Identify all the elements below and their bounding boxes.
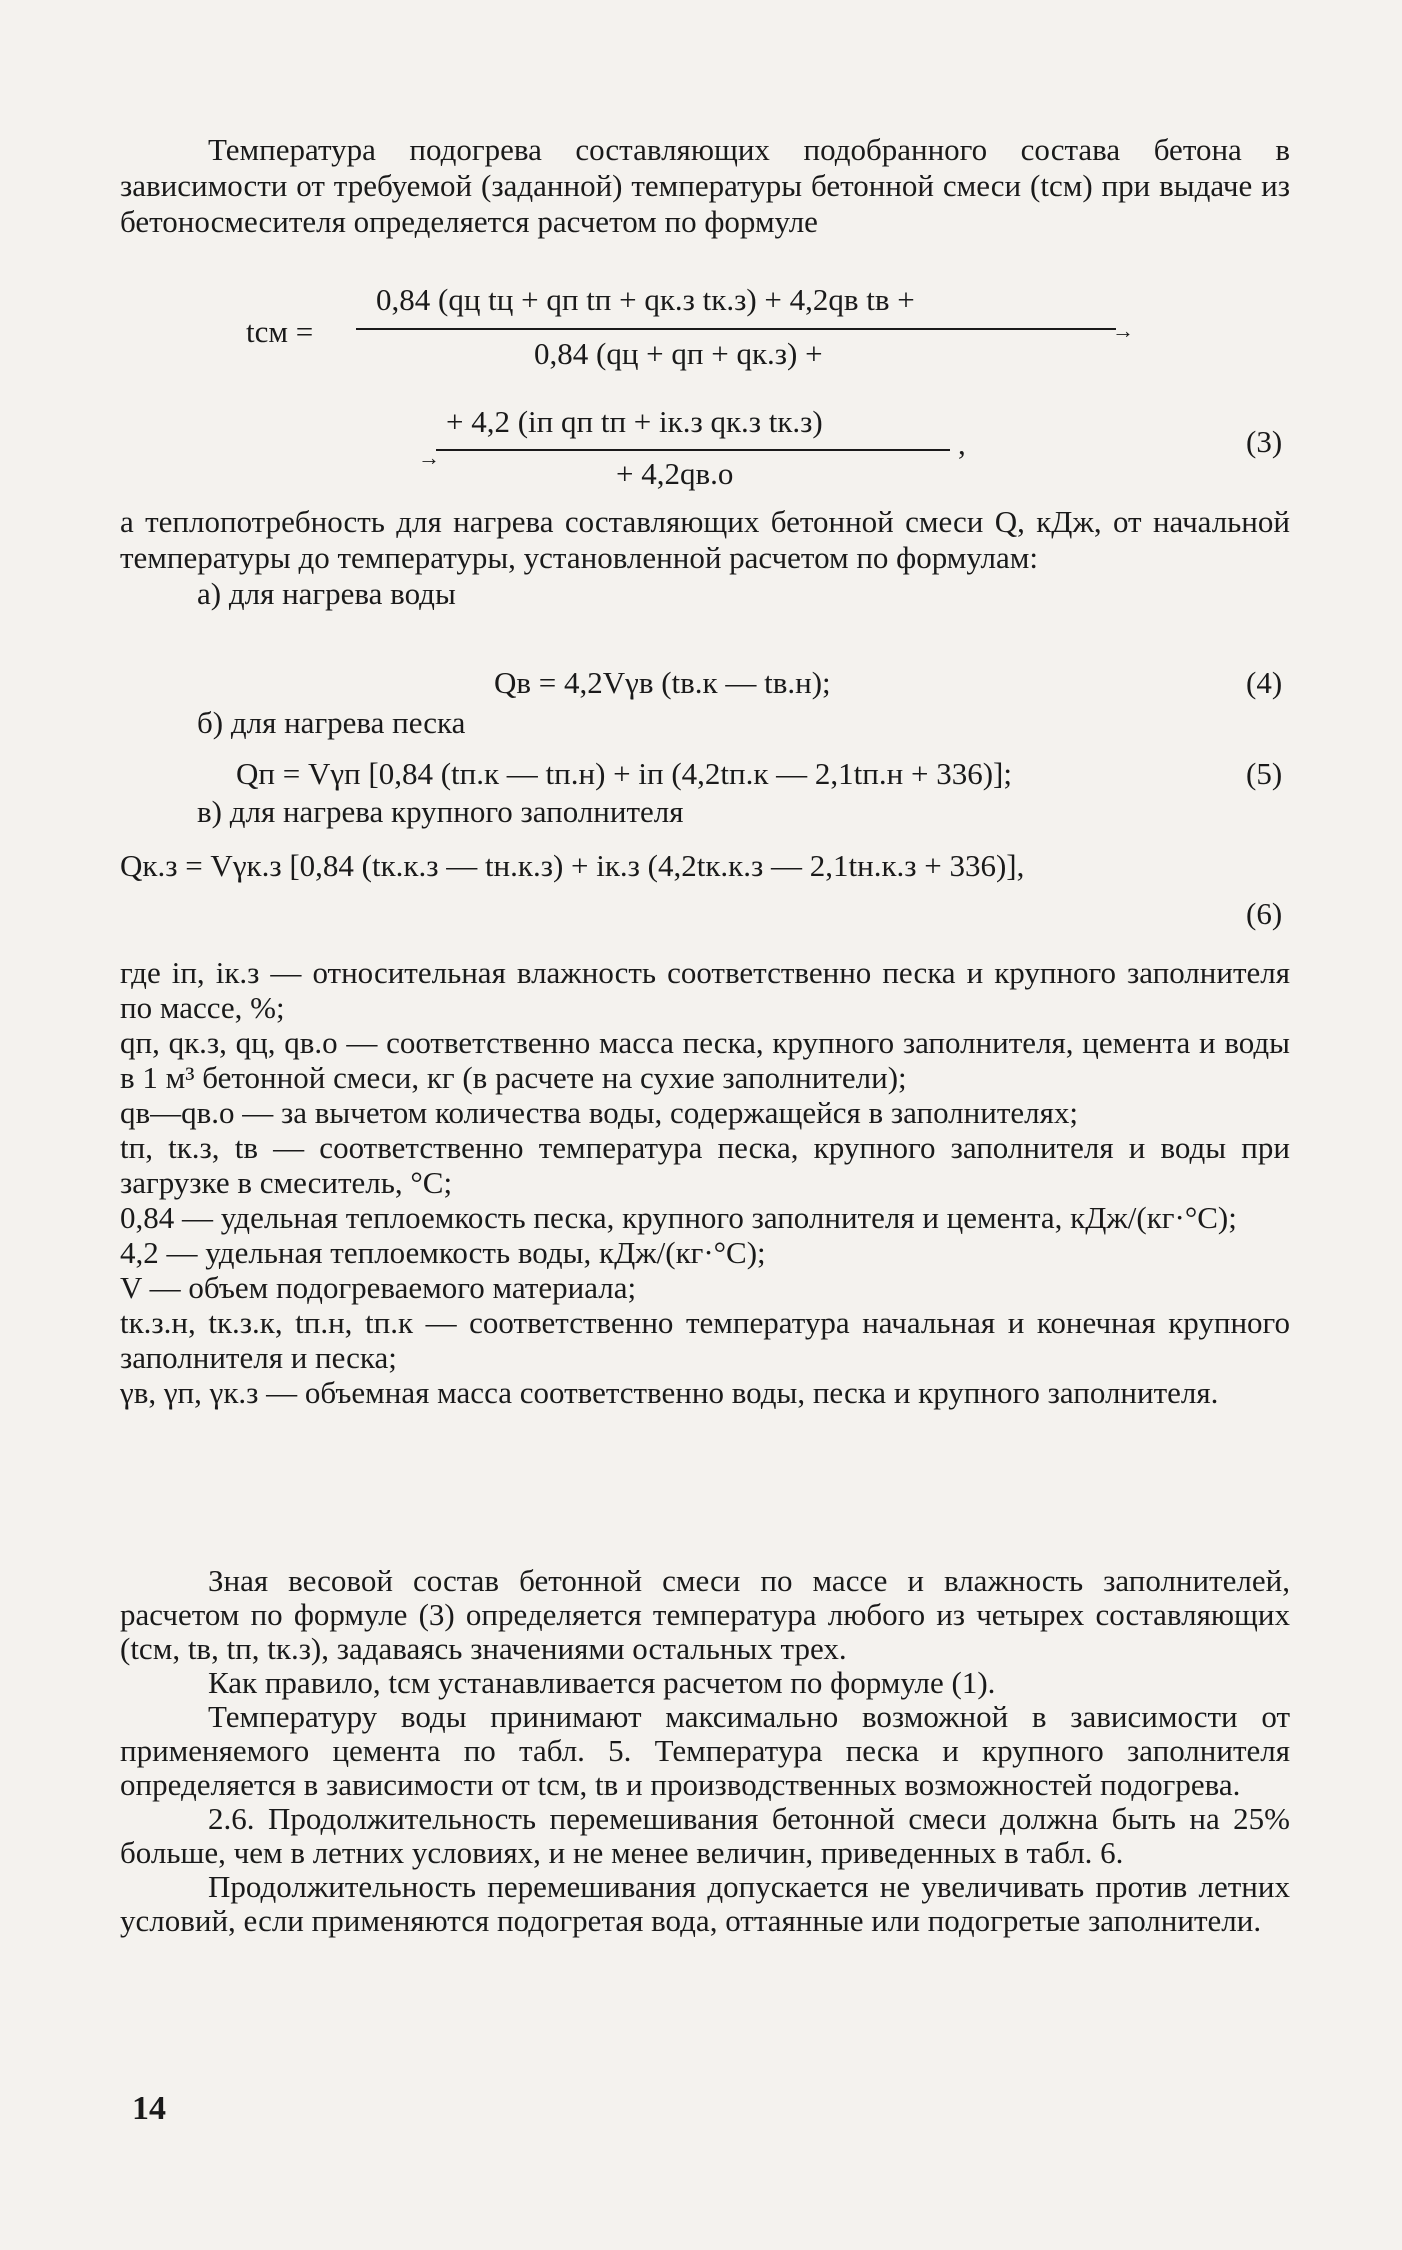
definition-item: tп, tк.з, tв — соответственно температура песка, крупного заполнителя и воды при загрузке в смеситель, °С; <box>120 1130 1290 1200</box>
paragraph-mixing-duration: Продолжительность перемешивания допускается не увеличивать против летних условий, если применяются подогретая вода, оттаянные или подогретые заполнители. <box>120 1869 1290 1938</box>
definition-item: tк.з.н, tк.з.к, tп.н, tп.к — соответственно температура начальная и конечная крупного заполнителя и песка; <box>120 1305 1290 1375</box>
paragraph-rule: Как правило, tсм устанавливается расчетом по формуле (1). <box>208 1665 996 1700</box>
formula-6: Qк.з = Vγк.з [0,84 (tк.к.з — tн.к.з) + iк.з (4,2tк.к.з — 2,1tн.к.з + 336)], <box>120 848 1025 883</box>
item-c: в) для нагрева крупного заполнителя <box>197 794 684 829</box>
paragraph-section-2-6: 2.6. Продолжительность перемешивания бетонной смеси должна быть на 25% больше, чем в летних условиях, и не менее величин, приведенных в табл. 6. <box>120 1801 1290 1870</box>
item-b-block <box>120 705 1290 741</box>
formula-3-denominator-1: 0,84 (qц + qп + qк.з) + <box>534 336 823 371</box>
item-c-block <box>120 794 1290 830</box>
definition-item: где iп, iк.з — относительная влажность соответственно песка и крупного заполнителя по массе, %; <box>120 955 1290 1025</box>
definitions-block <box>120 955 1290 1410</box>
definition-item: 0,84 — удельная теплоемкость песка, крупного заполнителя и цемента, кДж/(кг·°С); <box>120 1200 1237 1235</box>
fraction-bar-2 <box>436 449 950 451</box>
equation-number-6: (6) <box>1246 896 1283 931</box>
formula-3-comma: , <box>958 426 966 461</box>
heat-paragraph: а теплопотребность для нагрева составляющих бетонной смеси Q, кДж, от начальной температуры до температуры, установленной расчетом по формулам: <box>120 504 1290 575</box>
equation-number-5: (5) <box>1246 756 1283 791</box>
closing-block <box>120 1564 1290 1938</box>
continuation-arrow-1: → <box>1112 318 1134 343</box>
fraction-bar-1 <box>356 328 1116 330</box>
equation-number-3: (3) <box>1246 424 1283 459</box>
intro-block <box>120 132 1290 240</box>
definition-item: γв, γп, γк.з — объемная масса соответственно воды, песка и крупного заполнителя. <box>120 1375 1219 1410</box>
heat-block <box>120 504 1290 612</box>
formula-3-numerator-1: 0,84 (qц tц + qп tп + qк.з tк.з) + 4,2qв tв + <box>376 282 915 317</box>
definition-item: qп, qк.з, qц, qв.о — соответственно масса песка, крупного заполнителя, цемента и воды в 1 м³ бетонной смеси, кг (в расчете на сухие заполнители); <box>120 1025 1290 1095</box>
formula-3-denominator-2: + 4,2qв.о <box>616 456 734 491</box>
definition-item: V — объем подогреваемого материала; <box>120 1270 637 1305</box>
formula-4: Qв = 4,2Vγв (tв.к — tв.н); <box>494 665 831 700</box>
formula-5: Qп = Vγп [0,84 (tп.к — tп.н) + iп (4,2tп.к — 2,1tп.н + 336)]; <box>236 756 1012 791</box>
formula-3-lhs: tсм = <box>246 314 314 349</box>
item-a: а) для нагрева воды <box>197 576 456 611</box>
continuation-arrow-2: → <box>418 445 440 470</box>
page-number: 14 <box>132 2090 166 2127</box>
definitions-list <box>120 955 1290 1410</box>
paragraph-known-composition: Зная весовой состав бетонной смеси по массе и влажность заполнителей, расчетом по формуле (3) определяется температура любого из четырех составляющих (tсм, tв, tп, tк.з), задаваясь значениями остальных трех. <box>120 1563 1290 1666</box>
equation-number-4: (4) <box>1246 665 1283 700</box>
definition-item: 4,2 — удельная теплоемкость воды, кДж/(кг·°С); <box>120 1235 766 1270</box>
formula-3-numerator-2: + 4,2 (iп qп tп + iк.з qк.з tк.з) <box>446 404 823 439</box>
intro-paragraph: Температура подогрева составляющих подобранного состава бетона в зависимости от требуемой (заданной) температуры бетонной смеси (tсм) при выдаче из бетоносмесителя определяется расчетом по формуле <box>120 132 1290 239</box>
definition-item: qв—qв.о — за вычетом количества воды, содержащейся в заполнителях; <box>120 1095 1078 1130</box>
item-b: б) для нагрева песка <box>197 705 466 740</box>
paragraph-water-temperature: Температуру воды принимают максимально возможной в зависимости от применяемого цемента по табл. 5. Температура песка и крупного заполнителя определяется в зависимости от tсм, tв и производственных возможностей подогрева. <box>120 1699 1290 1802</box>
